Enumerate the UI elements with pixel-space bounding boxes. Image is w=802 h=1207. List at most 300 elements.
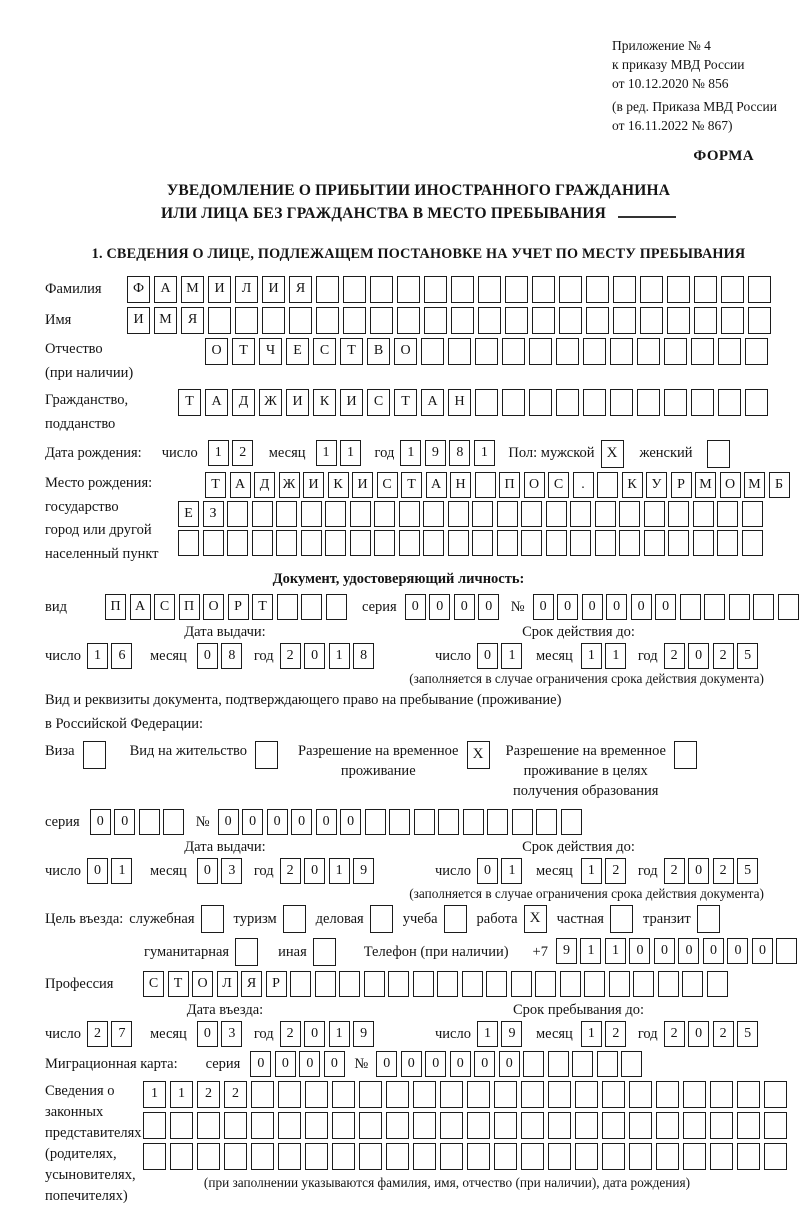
char-box[interactable] <box>451 276 474 303</box>
char-box[interactable]: 1 <box>581 643 602 669</box>
char-box[interactable] <box>399 530 420 556</box>
char-box[interactable] <box>290 971 311 997</box>
char-box[interactable] <box>664 389 687 416</box>
char-box[interactable] <box>448 338 471 365</box>
char-box[interactable]: С <box>313 338 336 365</box>
char-box[interactable] <box>467 1112 490 1139</box>
char-box[interactable] <box>494 1143 517 1170</box>
char-box[interactable]: 9 <box>556 938 577 964</box>
char-box[interactable]: А <box>230 472 251 498</box>
char-box[interactable] <box>289 307 312 334</box>
char-box[interactable] <box>505 307 528 334</box>
char-box[interactable] <box>668 530 689 556</box>
char-box[interactable]: 2 <box>713 858 734 884</box>
char-box[interactable] <box>691 389 714 416</box>
char-box[interactable] <box>414 809 435 835</box>
char-box[interactable] <box>556 338 579 365</box>
char-box[interactable]: 0 <box>90 809 111 835</box>
char-box[interactable]: 0 <box>688 1021 709 1047</box>
char-box[interactable] <box>729 594 750 620</box>
char-box[interactable]: О <box>394 338 417 365</box>
char-box[interactable]: 9 <box>425 440 446 466</box>
char-box[interactable] <box>521 501 542 527</box>
char-box[interactable]: 1 <box>170 1081 193 1108</box>
char-box[interactable] <box>597 472 618 498</box>
char-box[interactable]: 1 <box>329 643 350 669</box>
char-box[interactable] <box>413 1143 436 1170</box>
char-box[interactable]: 0 <box>218 809 239 835</box>
char-box[interactable]: 1 <box>605 938 626 964</box>
char-box[interactable]: А <box>426 472 447 498</box>
char-box[interactable] <box>721 307 744 334</box>
char-box[interactable] <box>704 594 725 620</box>
char-box[interactable]: Я <box>181 307 204 334</box>
char-box[interactable]: 0 <box>654 938 675 964</box>
char-box[interactable] <box>613 276 636 303</box>
char-box[interactable] <box>683 1143 706 1170</box>
char-box[interactable] <box>691 338 714 365</box>
purpose-private-checkbox[interactable] <box>610 905 633 933</box>
char-box[interactable] <box>440 1143 463 1170</box>
char-box[interactable] <box>332 1081 355 1108</box>
char-box[interactable]: Д <box>254 472 275 498</box>
char-box[interactable] <box>494 1081 517 1108</box>
char-box[interactable]: 0 <box>478 594 499 620</box>
char-box[interactable] <box>475 338 498 365</box>
char-box[interactable] <box>364 971 385 997</box>
char-box[interactable] <box>315 971 336 997</box>
char-box[interactable] <box>637 338 660 365</box>
char-box[interactable]: 0 <box>727 938 748 964</box>
char-box[interactable] <box>644 530 665 556</box>
char-box[interactable]: С <box>367 389 390 416</box>
char-box[interactable] <box>374 530 395 556</box>
char-box[interactable]: 0 <box>425 1051 446 1077</box>
char-box[interactable]: М <box>181 276 204 303</box>
char-box[interactable]: 9 <box>353 858 374 884</box>
char-box[interactable] <box>143 1112 166 1139</box>
char-box[interactable] <box>475 389 498 416</box>
char-box[interactable] <box>523 1051 544 1077</box>
char-box[interactable] <box>570 501 591 527</box>
char-box[interactable]: 1 <box>400 440 421 466</box>
char-box[interactable]: 2 <box>280 643 301 669</box>
char-box[interactable] <box>251 1112 274 1139</box>
char-box[interactable] <box>326 594 347 620</box>
char-box[interactable] <box>745 389 768 416</box>
char-box[interactable] <box>776 938 797 964</box>
char-box[interactable] <box>753 594 774 620</box>
char-box[interactable] <box>548 1081 571 1108</box>
char-box[interactable]: 1 <box>111 858 132 884</box>
char-box[interactable]: В <box>367 338 390 365</box>
char-box[interactable]: Ф <box>127 276 150 303</box>
char-box[interactable] <box>532 276 555 303</box>
residence-permit-checkbox[interactable] <box>255 741 278 769</box>
char-box[interactable]: 2 <box>605 1021 626 1047</box>
char-box[interactable] <box>486 971 507 997</box>
char-box[interactable] <box>467 1143 490 1170</box>
char-box[interactable] <box>350 501 371 527</box>
char-box[interactable]: 1 <box>340 440 361 466</box>
char-box[interactable] <box>572 1051 593 1077</box>
char-box[interactable] <box>440 1081 463 1108</box>
char-box[interactable] <box>463 809 484 835</box>
char-box[interactable] <box>536 809 557 835</box>
char-box[interactable]: 0 <box>405 594 426 620</box>
char-box[interactable]: 0 <box>582 594 603 620</box>
char-box[interactable]: 1 <box>477 1021 498 1047</box>
char-box[interactable] <box>339 971 360 997</box>
char-box[interactable]: 2 <box>605 858 626 884</box>
char-box[interactable]: 0 <box>250 1051 271 1077</box>
char-box[interactable]: О <box>205 338 228 365</box>
char-box[interactable]: Л <box>235 276 258 303</box>
char-box[interactable]: 0 <box>499 1051 520 1077</box>
char-box[interactable] <box>278 1081 301 1108</box>
char-box[interactable]: 0 <box>474 1051 495 1077</box>
char-box[interactable]: 1 <box>87 643 108 669</box>
char-box[interactable]: А <box>205 389 228 416</box>
char-box[interactable]: 0 <box>316 809 337 835</box>
char-box[interactable]: 0 <box>629 938 650 964</box>
char-box[interactable] <box>745 338 768 365</box>
char-box[interactable] <box>316 307 339 334</box>
temp-residence-checkbox[interactable]: X <box>467 741 490 769</box>
char-box[interactable]: 7 <box>111 1021 132 1047</box>
char-box[interactable]: Т <box>401 472 422 498</box>
char-box[interactable]: И <box>352 472 373 498</box>
char-box[interactable]: Е <box>286 338 309 365</box>
char-box[interactable]: 2 <box>197 1081 220 1108</box>
char-box[interactable] <box>178 530 199 556</box>
char-box[interactable] <box>462 971 483 997</box>
char-box[interactable] <box>693 501 714 527</box>
char-box[interactable]: О <box>524 472 545 498</box>
char-box[interactable] <box>667 307 690 334</box>
char-box[interactable]: 2 <box>87 1021 108 1047</box>
char-box[interactable] <box>440 1112 463 1139</box>
char-box[interactable] <box>667 276 690 303</box>
char-box[interactable]: 0 <box>450 1051 471 1077</box>
char-box[interactable]: 0 <box>197 1021 218 1047</box>
char-box[interactable] <box>505 276 528 303</box>
char-box[interactable]: У <box>646 472 667 498</box>
char-box[interactable] <box>497 501 518 527</box>
char-box[interactable]: О <box>203 594 224 620</box>
char-box[interactable] <box>332 1112 355 1139</box>
char-box[interactable] <box>424 307 447 334</box>
char-box[interactable] <box>575 1112 598 1139</box>
char-box[interactable]: 0 <box>197 858 218 884</box>
char-box[interactable] <box>301 594 322 620</box>
char-box[interactable] <box>560 971 581 997</box>
char-box[interactable] <box>529 338 552 365</box>
char-box[interactable] <box>301 530 322 556</box>
char-box[interactable]: Ч <box>259 338 282 365</box>
char-box[interactable] <box>717 501 738 527</box>
char-box[interactable] <box>610 338 633 365</box>
char-box[interactable] <box>305 1143 328 1170</box>
char-box[interactable] <box>521 1081 544 1108</box>
char-box[interactable] <box>413 1112 436 1139</box>
char-box[interactable]: Р <box>671 472 692 498</box>
char-box[interactable]: А <box>130 594 151 620</box>
char-box[interactable]: 0 <box>376 1051 397 1077</box>
char-box[interactable] <box>521 530 542 556</box>
char-box[interactable] <box>494 1112 517 1139</box>
char-box[interactable] <box>437 971 458 997</box>
char-box[interactable] <box>472 530 493 556</box>
char-box[interactable]: Т <box>205 472 226 498</box>
char-box[interactable]: П <box>499 472 520 498</box>
char-box[interactable] <box>227 501 248 527</box>
char-box[interactable] <box>139 809 160 835</box>
char-box[interactable]: З <box>203 501 224 527</box>
char-box[interactable]: 1 <box>501 643 522 669</box>
char-box[interactable]: М <box>695 472 716 498</box>
gender-female-checkbox[interactable] <box>707 440 730 468</box>
char-box[interactable]: 1 <box>581 1021 602 1047</box>
char-box[interactable]: С <box>154 594 175 620</box>
char-box[interactable] <box>556 389 579 416</box>
char-box[interactable] <box>413 1081 436 1108</box>
char-box[interactable]: 5 <box>737 643 758 669</box>
char-box[interactable] <box>694 276 717 303</box>
char-box[interactable]: 0 <box>291 809 312 835</box>
char-box[interactable]: Р <box>266 971 287 997</box>
char-box[interactable] <box>629 1081 652 1108</box>
purpose-official-checkbox[interactable] <box>201 905 224 933</box>
char-box[interactable]: 0 <box>304 1021 325 1047</box>
char-box[interactable]: 0 <box>242 809 263 835</box>
char-box[interactable]: 0 <box>275 1051 296 1077</box>
char-box[interactable]: 0 <box>678 938 699 964</box>
char-box[interactable]: 2 <box>664 858 685 884</box>
char-box[interactable] <box>609 971 630 997</box>
purpose-study-checkbox[interactable] <box>444 905 467 933</box>
char-box[interactable]: 0 <box>477 858 498 884</box>
char-box[interactable] <box>764 1143 787 1170</box>
char-box[interactable] <box>718 338 741 365</box>
char-box[interactable]: М <box>154 307 177 334</box>
char-box[interactable]: Ж <box>259 389 282 416</box>
char-box[interactable]: 0 <box>267 809 288 835</box>
char-box[interactable]: 0 <box>688 643 709 669</box>
char-box[interactable] <box>532 307 555 334</box>
char-box[interactable] <box>374 501 395 527</box>
purpose-business-checkbox[interactable] <box>370 905 393 933</box>
char-box[interactable]: 0 <box>533 594 554 620</box>
char-box[interactable]: 2 <box>664 1021 685 1047</box>
char-box[interactable] <box>397 307 420 334</box>
char-box[interactable]: 0 <box>429 594 450 620</box>
char-box[interactable] <box>301 501 322 527</box>
char-box[interactable] <box>235 307 258 334</box>
char-box[interactable]: С <box>143 971 164 997</box>
char-box[interactable]: 0 <box>401 1051 422 1077</box>
char-box[interactable] <box>276 501 297 527</box>
char-box[interactable] <box>610 389 633 416</box>
char-box[interactable] <box>448 530 469 556</box>
char-box[interactable]: 8 <box>449 440 470 466</box>
char-box[interactable] <box>621 1051 642 1077</box>
char-box[interactable] <box>278 1112 301 1139</box>
char-box[interactable]: Е <box>178 501 199 527</box>
char-box[interactable] <box>656 1143 679 1170</box>
char-box[interactable] <box>586 276 609 303</box>
char-box[interactable] <box>511 971 532 997</box>
char-box[interactable]: 2 <box>713 643 734 669</box>
char-box[interactable]: 5 <box>737 1021 758 1047</box>
char-box[interactable] <box>694 307 717 334</box>
char-box[interactable] <box>343 307 366 334</box>
char-box[interactable] <box>748 307 771 334</box>
char-box[interactable] <box>584 971 605 997</box>
char-box[interactable]: Д <box>232 389 255 416</box>
char-box[interactable]: Т <box>252 594 273 620</box>
char-box[interactable] <box>570 530 591 556</box>
char-box[interactable]: 0 <box>631 594 652 620</box>
char-box[interactable] <box>656 1112 679 1139</box>
char-box[interactable] <box>386 1143 409 1170</box>
char-box[interactable]: Н <box>448 389 471 416</box>
char-box[interactable] <box>399 501 420 527</box>
char-box[interactable] <box>170 1143 193 1170</box>
char-box[interactable] <box>475 472 496 498</box>
char-box[interactable]: Т <box>394 389 417 416</box>
char-box[interactable] <box>305 1081 328 1108</box>
char-box[interactable]: Ж <box>279 472 300 498</box>
char-box[interactable]: И <box>262 276 285 303</box>
temp-residence-edu-checkbox[interactable] <box>674 741 697 769</box>
char-box[interactable] <box>575 1143 598 1170</box>
char-box[interactable] <box>252 530 273 556</box>
char-box[interactable] <box>448 501 469 527</box>
char-box[interactable] <box>386 1081 409 1108</box>
char-box[interactable] <box>252 501 273 527</box>
char-box[interactable] <box>472 501 493 527</box>
char-box[interactable]: 3 <box>221 858 242 884</box>
char-box[interactable]: И <box>127 307 150 334</box>
purpose-work-checkbox[interactable]: X <box>524 905 547 933</box>
char-box[interactable]: Л <box>217 971 238 997</box>
char-box[interactable] <box>203 530 224 556</box>
char-box[interactable] <box>637 389 660 416</box>
char-box[interactable]: 2 <box>232 440 253 466</box>
char-box[interactable]: П <box>105 594 126 620</box>
char-box[interactable]: К <box>328 472 349 498</box>
char-box[interactable]: С <box>377 472 398 498</box>
gender-male-checkbox[interactable]: X <box>601 440 624 468</box>
char-box[interactable] <box>764 1081 787 1108</box>
char-box[interactable] <box>583 338 606 365</box>
char-box[interactable] <box>389 809 410 835</box>
char-box[interactable]: П <box>179 594 200 620</box>
char-box[interactable] <box>423 501 444 527</box>
char-box[interactable] <box>644 501 665 527</box>
char-box[interactable] <box>683 1081 706 1108</box>
char-box[interactable] <box>629 1112 652 1139</box>
char-box[interactable]: 1 <box>329 858 350 884</box>
char-box[interactable]: 0 <box>454 594 475 620</box>
char-box[interactable] <box>718 389 741 416</box>
char-box[interactable] <box>748 276 771 303</box>
char-box[interactable]: 2 <box>713 1021 734 1047</box>
char-box[interactable]: Б <box>769 472 790 498</box>
char-box[interactable] <box>559 307 582 334</box>
char-box[interactable] <box>424 276 447 303</box>
char-box[interactable]: 0 <box>703 938 724 964</box>
char-box[interactable]: 0 <box>477 643 498 669</box>
char-box[interactable] <box>529 389 552 416</box>
char-box[interactable] <box>197 1112 220 1139</box>
char-box[interactable] <box>487 809 508 835</box>
char-box[interactable]: Т <box>168 971 189 997</box>
char-box[interactable] <box>710 1112 733 1139</box>
char-box[interactable] <box>664 338 687 365</box>
char-box[interactable] <box>451 307 474 334</box>
char-box[interactable] <box>370 276 393 303</box>
char-box[interactable] <box>640 276 663 303</box>
char-box[interactable] <box>658 971 679 997</box>
char-box[interactable] <box>680 594 701 620</box>
char-box[interactable] <box>710 1081 733 1108</box>
char-box[interactable] <box>521 1143 544 1170</box>
purpose-humanitarian-checkbox[interactable] <box>235 938 258 966</box>
char-box[interactable] <box>325 501 346 527</box>
char-box[interactable]: И <box>208 276 231 303</box>
char-box[interactable] <box>397 276 420 303</box>
purpose-other-checkbox[interactable] <box>313 938 336 966</box>
char-box[interactable] <box>737 1081 760 1108</box>
char-box[interactable] <box>721 276 744 303</box>
char-box[interactable]: 1 <box>316 440 337 466</box>
char-box[interactable] <box>197 1143 220 1170</box>
char-box[interactable]: 1 <box>605 643 626 669</box>
char-box[interactable]: 2 <box>224 1081 247 1108</box>
char-box[interactable] <box>742 530 763 556</box>
char-box[interactable] <box>438 809 459 835</box>
char-box[interactable]: Я <box>241 971 262 997</box>
char-box[interactable] <box>602 1112 625 1139</box>
char-box[interactable]: И <box>286 389 309 416</box>
char-box[interactable] <box>597 1051 618 1077</box>
char-box[interactable] <box>350 530 371 556</box>
purpose-transit-checkbox[interactable] <box>697 905 720 933</box>
char-box[interactable] <box>325 530 346 556</box>
char-box[interactable]: 0 <box>606 594 627 620</box>
char-box[interactable] <box>656 1081 679 1108</box>
char-box[interactable]: 0 <box>655 594 676 620</box>
char-box[interactable]: 0 <box>87 858 108 884</box>
char-box[interactable]: К <box>313 389 336 416</box>
char-box[interactable] <box>467 1081 490 1108</box>
char-box[interactable]: С <box>548 472 569 498</box>
char-box[interactable]: 1 <box>208 440 229 466</box>
char-box[interactable] <box>546 530 567 556</box>
char-box[interactable] <box>478 276 501 303</box>
char-box[interactable]: Т <box>178 389 201 416</box>
char-box[interactable] <box>710 1143 733 1170</box>
char-box[interactable]: О <box>192 971 213 997</box>
char-box[interactable] <box>224 1112 247 1139</box>
char-box[interactable] <box>359 1112 382 1139</box>
char-box[interactable]: Р <box>228 594 249 620</box>
char-box[interactable] <box>512 809 533 835</box>
char-box[interactable]: Т <box>232 338 255 365</box>
char-box[interactable]: 2 <box>664 643 685 669</box>
